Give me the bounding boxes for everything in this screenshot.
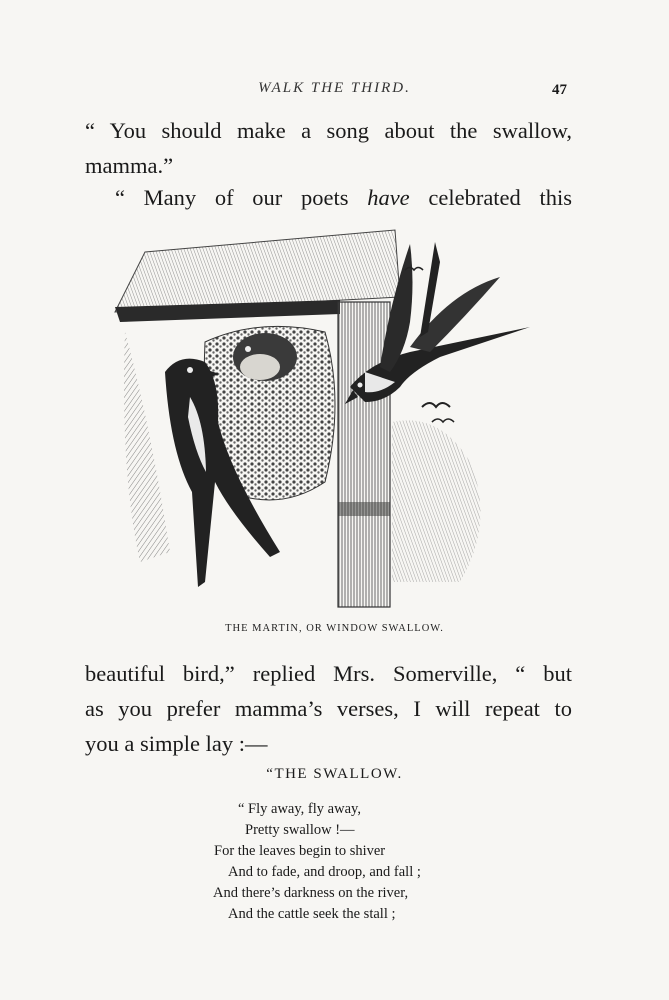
roof-eave: [115, 230, 400, 312]
poem-line: And to fade, and droop, and fall ;: [228, 864, 421, 880]
foliage-shading: [392, 420, 480, 582]
distant-bird: [432, 419, 454, 422]
text-line: [85, 180, 572, 215]
distant-bird: [422, 403, 450, 407]
text-line: beautiful bird,” replied Mrs. Somerville, “ but: [85, 661, 572, 686]
text-line: you a simple lay :—: [85, 731, 268, 756]
text-run: “ Many of our poets: [115, 185, 368, 210]
poem-line: And the cattle seek the stall ;: [228, 906, 396, 922]
paragraph-2: [85, 180, 572, 215]
frame-crossbar: [338, 502, 390, 516]
swallow-eye: [187, 367, 193, 373]
text-line: mamma.”: [85, 153, 174, 178]
running-header: WALK THE THIRD.: [258, 80, 411, 96]
paragraph-1: [85, 113, 572, 183]
text-run: celebrated this: [409, 185, 572, 210]
nestling-eye: [245, 346, 251, 352]
page-number: 47: [552, 82, 567, 98]
nestling-breast: [240, 354, 280, 380]
text-line: “ You should make a song about the swallow,: [85, 118, 572, 143]
flying-swallow-eye: [358, 383, 363, 388]
illustration-caption: THE MARTIN, OR WINDOW SWALLOW.: [225, 623, 444, 634]
poem-line: Pretty swallow !—: [245, 822, 355, 838]
poem-line: For the leaves begin to shiver: [214, 843, 386, 859]
window-frame-post: [338, 302, 390, 607]
swallow-engraving-illustration: [110, 222, 550, 614]
paragraph-3: [85, 656, 572, 761]
emphasis-text: have: [367, 185, 410, 210]
poem-line: “ Fly away, fly away,: [238, 801, 361, 817]
text-line: as you prefer mamma’s verses, I will repeat to: [85, 696, 572, 721]
wall-shading: [124, 332, 170, 562]
poem-line: And there’s darkness on the river,: [213, 885, 409, 901]
poem-title: “THE SWALLOW.: [266, 766, 403, 782]
